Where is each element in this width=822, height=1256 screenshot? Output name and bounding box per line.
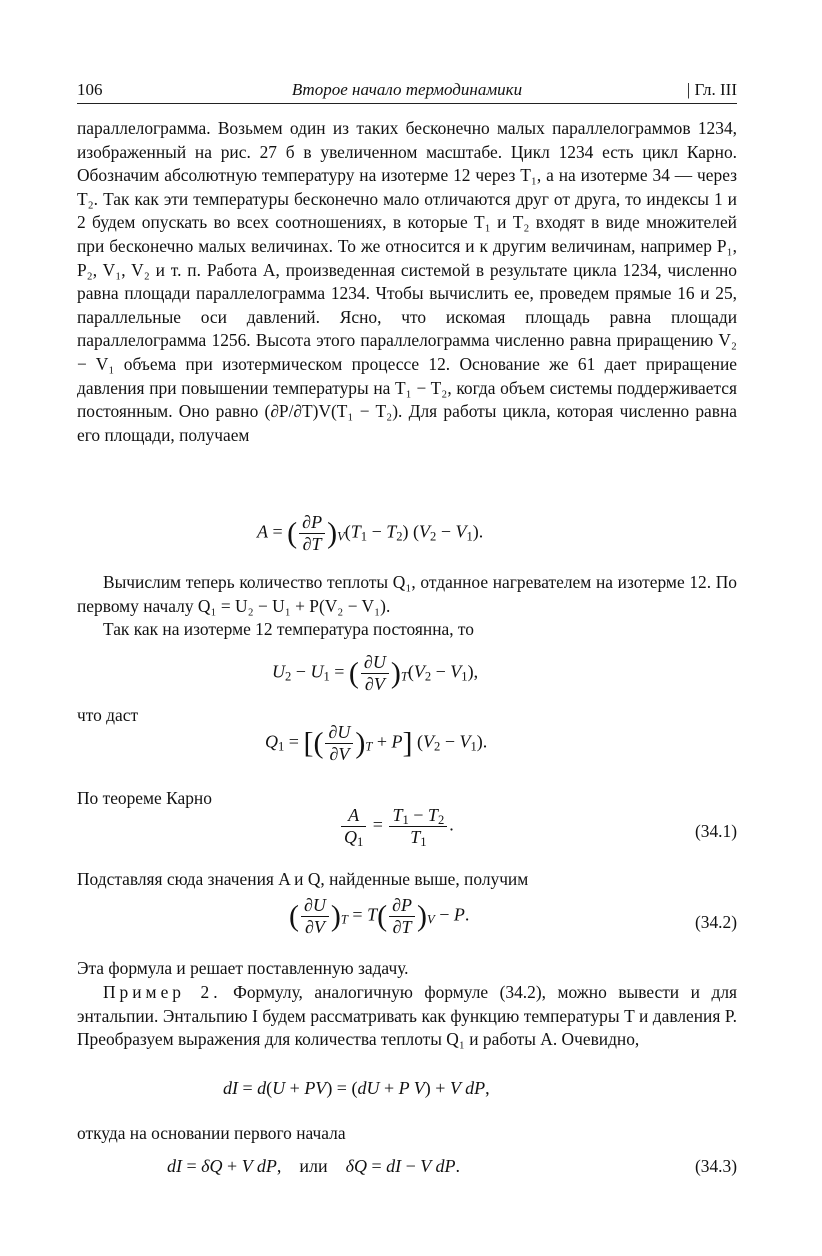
equation-34-3-text: dI = δQ + V dP, или δQ = dI − V dP. [167, 1156, 460, 1176]
paragraph-8 [77, 981, 737, 1052]
equation-dI [77, 1078, 737, 1108]
equation-34-3 [77, 1156, 737, 1186]
paragraph-6: Подставляя сюда значения A и Q, найденные выше, получим [77, 869, 529, 889]
chapter-label: | Гл. III [686, 80, 737, 99]
equation-34-1-text: $\frac{A}{Q_1}$ = $\frac{T_1 - T_2}{T_1}$ . [339, 805, 454, 848]
example-lead: Пример 2. [103, 982, 222, 1002]
equation-Q1 [77, 722, 737, 778]
equation-dI-text: dI = d(U + PV) = (dU + P V) + V dP, [223, 1078, 490, 1098]
paragraph-5: По теореме Карно [77, 788, 212, 808]
equation-34-1 [77, 805, 737, 861]
paragraph-7: Эта формула и решает поставленную задачу. [77, 958, 409, 978]
equation-dU [77, 652, 737, 708]
equation-dU-text: $U_2 - U_1$ = ( $\frac{\partial U}{\partial V}$ )$_T(V_2 - V_1)$, [272, 652, 479, 694]
equation-number-34-3: (34.3) [694, 1156, 737, 1176]
example-text: Формулу, аналогичную формуле (34.2), можно вывести и для энтальпии. Энтальпию I будем рассматривать как функцию температуры T и давления P. Преобразуем выражения для количества теплоты Q₁ и работы A. Очевидно, [77, 982, 737, 1050]
header-rule [77, 103, 737, 104]
equation-34-2 [77, 895, 737, 953]
page-number: 106 [77, 80, 103, 99]
equation-Q1-text: $Q_1$ = [( $\frac{\partial U}{\partial V}$ )$_T + P$] $(V_2 - V_1)$. [265, 722, 488, 764]
equation-number-34-1: (34.1) [694, 821, 737, 841]
equation-work [77, 512, 737, 570]
word-or: или [299, 1156, 328, 1176]
paragraph-1: параллелограмма. Возьмем один из таких бесконечно малых параллелограммов 1234, изображенный на рис. 27 б в увеличенном масштабе. Цикл 1234 есть цикл Карно. Обозначим абсолютную температуру на изотерме 12 через T₁, а на изотерме 34 — через T₂. Так как эти температуры бесконечно мало отличаются друг от друга, то индексы 1 и 2 будем опускать во всех соотношениях, в которые T₁ и T₂ входят в виде множителей при бесконечно малых величинах. То же относится и к другим величинам, например P₁, P₂, V₁, V₂ и т. п. Работа A, произведенная системой в результате цикла 1234, численно равна площади параллелограмма 1234. Чтобы вычислить ее, проведем прямые 16 и 25, параллельные оси давлений. Ясно, что искомая площадь равна площади параллелограмма 1256. Высота этого параллелограмма численно равна приращению V₂ − V₁ объема при изотермическом процессе 12. Основание же 61 дает приращение давления при повышении температуры на T₁ − T₂, когда объем системы поддерживается постоянным. Оно равно (∂P/∂T)V(T₁ − T₂). Для работы цикла, которая численно равна его площади, получаем [77, 118, 737, 445]
running-header [77, 80, 737, 104]
paragraph-2: Вычислим теперь количество теплоты Q₁, отданное нагревателем на изотерме 12. По первому началу Q₁ = U₂ − U₁ + P(V₂ − V₁). [77, 572, 737, 616]
running-title: Второе начало термодинамики [291, 80, 523, 99]
paragraph-3: Так как на изотерме 12 температура постоянна, то [103, 619, 475, 639]
paragraph-9: откуда на основании первого начала [77, 1123, 346, 1143]
equation-number-34-2: (34.2) [694, 912, 737, 932]
paragraph-4: что даст [77, 705, 139, 725]
equation-34-2-text: ( $\frac{\partial U}{\partial V}$ )$_T = T$( $\frac{\partial P}{\partial T}$ )$_V - P$. [289, 895, 470, 937]
equation-work-text: A = ( $\frac{\partial P}{\partial T}$ )$_V(T_1 - T_2)$ $(V_2 - V_1)$. [257, 512, 484, 554]
